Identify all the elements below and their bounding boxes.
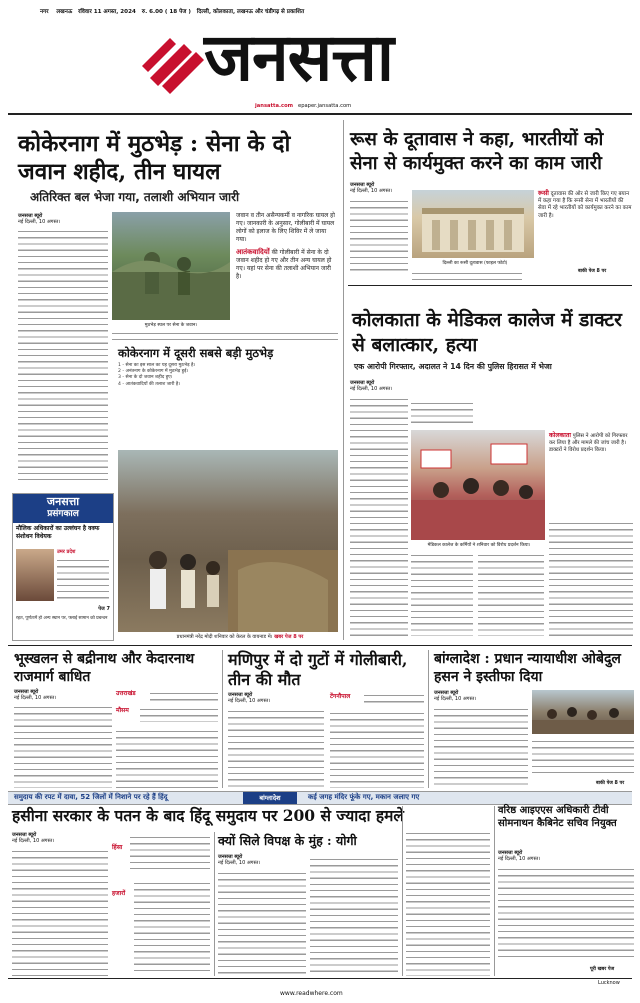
epaper-link[interactable]: epaper.jansatta.com bbox=[298, 103, 352, 109]
website-link[interactable]: jansatta.com bbox=[255, 103, 294, 109]
somanathan-byline bbox=[498, 850, 540, 862]
landslide-label-2-wrap bbox=[116, 706, 129, 714]
bangladesh-cj-bureau: जनसत्ता ब्यूरो bbox=[434, 690, 459, 696]
masthead-info-bar bbox=[40, 7, 600, 17]
footer-city: Lucknow bbox=[598, 980, 620, 986]
manipur-headline: मणिपुर में दो गुटों में गोलीबारी, तीन की मौत bbox=[228, 650, 408, 689]
lead-bureau: जनसत्ता ब्यूरो bbox=[18, 213, 43, 219]
lead-box-point: 3 - सेना के दो जवान शहीद हुए। bbox=[118, 375, 173, 381]
bangladesh-strip bbox=[8, 791, 632, 805]
kolkata-dateline: नई दिल्ली, 10 अगस्त। bbox=[350, 386, 393, 392]
manipur-bureau: जनसत्ता ब्यूरो bbox=[228, 692, 253, 698]
somanathan-dateline: नई दिल्ली, 10 अगस्त। bbox=[498, 856, 541, 862]
kolkata-bureau: जनसत्ता ब्यूरो bbox=[350, 380, 375, 386]
russia-headline: रूस के दूतावास ने कहा, भारतीयों को सेना से कार्यमुक्त करने का काम जारी bbox=[350, 129, 604, 174]
kolkata-headline: कोलकाता के मेडिकल कालेज में डाक्टर से बलात्कार, हत्या bbox=[352, 309, 622, 356]
lead-box-points bbox=[118, 363, 346, 388]
bangladesh-cj-body-1 bbox=[434, 706, 528, 788]
prasang-body bbox=[57, 557, 109, 601]
russia-photo-caption: दिल्ली का रूसी दूतावास (फाइल फोटो) bbox=[442, 261, 508, 266]
row3-col-div-1 bbox=[214, 832, 215, 976]
kolkata-body-5 bbox=[549, 520, 633, 636]
hasina-label-2: हजारों bbox=[112, 890, 126, 897]
masthead-links bbox=[255, 103, 351, 109]
lead-body-col-1 bbox=[18, 228, 108, 480]
kolkata-side bbox=[549, 432, 633, 454]
bangladesh-cj-body-2 bbox=[532, 738, 634, 778]
prasang-page-ref: पेज 7 bbox=[98, 606, 110, 612]
russia-side-label: रूसी bbox=[538, 189, 549, 197]
manipur-body-2 bbox=[364, 692, 424, 706]
lead-photo-caption: मुठभेड़ स्थल पर सेना के जवान। bbox=[144, 323, 198, 328]
bangladesh-cj-headline: बांग्लादेश : प्रधान न्यायाधीश ओबेदुल हसन ने इस्तीफा दिया bbox=[434, 651, 621, 685]
hasina-byline bbox=[12, 832, 54, 844]
crowd-photo-icon bbox=[532, 690, 634, 734]
city-label: लखनऊ bbox=[56, 9, 73, 15]
lead-photo bbox=[112, 212, 230, 320]
kolkata-side-text: पुलिस ने आरोपी को गिरफ्तार कर लिया है और मामले की जांच जारी है। डाक्टरों ने विरोध प्रदर्शन किया। bbox=[549, 433, 628, 453]
russia-body-2 bbox=[412, 270, 522, 280]
price-label: रु. 6.00 ( 18 पेज ) bbox=[141, 9, 191, 15]
prasang-brand: जनसत्ता bbox=[46, 495, 80, 508]
yogi-byline bbox=[218, 854, 260, 866]
brand-slash-icon bbox=[140, 26, 210, 96]
bangladesh-cj-byline bbox=[434, 690, 476, 702]
manipur-body-1 bbox=[228, 708, 324, 788]
russia-dateline: नई दिल्ली, 10 अगस्त। bbox=[350, 188, 393, 194]
kolkata-photo-caption: मेडिकल कालेज के कर्मियों ने शनिवार को विरोध प्रदर्शन किया। bbox=[427, 543, 531, 548]
yogi-bureau: जनसत्ता ब्यूरो bbox=[218, 854, 243, 860]
ramnath-caption-text: प्रधानमंत्री नरेंद्र मोदी शनिवार को केरल के वायनाड में। bbox=[176, 634, 273, 640]
date-label: रविवार 11 अगस्त, 2024 bbox=[78, 9, 136, 15]
protest-photo-icon bbox=[411, 430, 545, 540]
hasina-body-3 bbox=[134, 880, 210, 976]
landslide-body-4 bbox=[140, 706, 218, 722]
manipur-body-3 bbox=[330, 710, 424, 788]
lead-side-label: आतंकवादियों bbox=[236, 248, 270, 256]
hasina-bureau: जनसत्ता ब्यूरो bbox=[12, 832, 37, 838]
lead-side-text-1: जवान व तीन असैन्यकर्मी व नागरिक घायल हो गए। जानकारी के अनुसार, गोलीबारी में घायल लोगों को इलाज के लिए शिविर में ले जाया गया। bbox=[236, 212, 335, 243]
landslide-label-2: मौसम bbox=[116, 707, 129, 714]
soldier-photo-icon bbox=[112, 212, 230, 320]
hasina-body-1 bbox=[12, 848, 108, 976]
lead-headline: कोकेरनाग में मुठभेड़ : सेना के दो जवान शहीद, तीन घायल bbox=[18, 131, 291, 185]
prasang-title: प्रसंगकाल bbox=[47, 509, 79, 519]
yogi-body-1 bbox=[218, 870, 306, 976]
lead-byline bbox=[18, 213, 108, 225]
manipur-byline bbox=[228, 692, 270, 704]
footer-website[interactable]: www.readwhere.com bbox=[280, 990, 343, 997]
manipur-label-wrap bbox=[330, 692, 350, 700]
brand-logo bbox=[140, 19, 520, 98]
strip-tag: बांग्लादेश bbox=[243, 792, 297, 804]
somanathan-continue[interactable]: पूरी खबर पेज bbox=[590, 967, 615, 972]
hasina-body-2 bbox=[130, 834, 210, 874]
lead-dateline: नई दिल्ली, 10 अगस्त। bbox=[18, 219, 61, 225]
center-photo bbox=[118, 450, 338, 632]
embassy-photo-icon bbox=[412, 190, 534, 258]
hasina-headline: हसीना सरकार के पतन के बाद हिंदू समुदाय पर 200 से ज्यादा हमले bbox=[12, 806, 404, 825]
somanathan-bureau: जनसत्ता ब्यूरो bbox=[498, 850, 523, 856]
kolkata-side-label: कोलकाता bbox=[549, 432, 572, 439]
row2-col-div-2 bbox=[428, 650, 429, 788]
kolkata-body-3 bbox=[411, 552, 473, 636]
russia-body bbox=[350, 198, 408, 274]
footer-divider bbox=[8, 978, 632, 979]
row2-col-div-1 bbox=[222, 650, 223, 788]
brand-name: जनसत्ता bbox=[204, 19, 393, 96]
kolkata-photo bbox=[411, 430, 545, 540]
landslide-byline bbox=[14, 689, 56, 701]
russia-bureau: जनसत्ता ब्यूरो bbox=[350, 182, 375, 188]
lead-box-point: 1 - सेना का इस साल का यह दूसरा मुठभेड़ है। bbox=[118, 363, 196, 368]
ramnath-caption bbox=[140, 634, 340, 640]
bangladesh-cj-photo bbox=[532, 690, 634, 734]
bangladesh-cj-continue[interactable]: बाकी पेज 8 पर bbox=[596, 781, 625, 786]
hasina-body-4 bbox=[406, 830, 490, 976]
landslide-body-1 bbox=[14, 704, 112, 788]
yogi-headline: क्यों सिले विपक्ष के मुंह : योगी bbox=[218, 833, 357, 848]
strip-right-text: कई जगह मंदिर फूंके गए, मकान जलाए गए bbox=[308, 793, 420, 801]
ramnath-page-ref: खबर पेज 8 पर bbox=[274, 634, 304, 640]
kolkata-subhead: एक आरोपी गिरफ्तार, अदालत ने 14 दिन की पुलिस हिरासत में भेजा bbox=[354, 362, 552, 371]
russia-divider bbox=[348, 285, 632, 286]
russia-photo bbox=[412, 190, 534, 258]
lead-box-point: 4 - आतंकवादियों की तलाश जारी है। bbox=[118, 381, 181, 387]
prasang-box bbox=[12, 493, 114, 641]
russia-byline bbox=[350, 182, 392, 194]
prasang-header bbox=[13, 494, 113, 523]
landslide-dateline: नई दिल्ली, 10 अगस्त। bbox=[14, 695, 57, 701]
edition-label: नगर bbox=[40, 9, 49, 15]
lead-subhead: अतिरिक्त बल भेजा गया, तलाशी अभियान जारी bbox=[30, 190, 240, 204]
yogi-body-2 bbox=[310, 856, 398, 976]
hasina-label-2-wrap bbox=[112, 880, 125, 899]
russia-side bbox=[538, 190, 632, 220]
yogi-dateline: नई दिल्ली, 10 अगस्त। bbox=[218, 860, 261, 866]
landslide-headline: भूस्खलन से बद्रीनाथ और केदारनाथ राजमार्ग बाधित bbox=[14, 651, 195, 685]
prasang-author-photo bbox=[16, 549, 54, 601]
somanathan-body bbox=[498, 866, 634, 962]
hasina-label-1-wrap bbox=[112, 834, 122, 853]
manipur-label-1: टेंगनौपाल bbox=[330, 693, 351, 700]
masthead-divider bbox=[8, 113, 632, 115]
prasang-headline: मौलिक अधिकारों का उल्लंघन है वक्फ संशोधन विधेयक bbox=[16, 525, 100, 540]
landslide-bureau: जनसत्ता ब्यूरो bbox=[14, 689, 39, 695]
prasang-author-label: उमर प्रदेश bbox=[57, 549, 76, 555]
strip-left-text: समुदाय की रपट में दावा, 52 जिलों में निशाने पर रहे हैं हिंदू bbox=[14, 793, 168, 801]
manipur-dateline: नई दिल्ली, 10 अगस्त। bbox=[228, 698, 271, 704]
crowd-photo-icon bbox=[118, 450, 338, 632]
prasang-caption: रहत, पूर्णतःमें हो अन्य स्थान पर, फ्लाई सामान को प्रबन्धन bbox=[16, 616, 108, 621]
lead-body-col-2 bbox=[112, 330, 338, 340]
somanathan-headline: वरिष्ठ आइएएस अधिकारी टीवी सोमनाथन कैबिनेट सचिव नियुक्त bbox=[498, 805, 617, 829]
lead-side-text-2: की गोलीबारी में सेना के दो जवान शहीद हो गए और तीन अन्य घायल हो गए। यहां पर सेना की तलाशी अभियान जारी है। bbox=[236, 249, 332, 280]
russia-continue[interactable]: बाकी पेज 8 पर bbox=[578, 269, 607, 274]
kolkata-body-4 bbox=[478, 552, 544, 636]
bangladesh-cj-dateline: नई दिल्ली, 10 अगस्त। bbox=[434, 696, 477, 702]
editions-label: दिल्ली, कोलकाता, लखनऊ और चंडीगढ़ से प्रकाशित bbox=[196, 9, 305, 15]
hasina-dateline: नई दिल्ली, 10 अगस्त। bbox=[12, 838, 55, 844]
russia-side-text: दूतावास की ओर से जारी किए गए बयान में कहा गया है कि रूसी सेना में भारतीयों की सेवा में रहे भारतीयों को कार्यमुक्त करने का काम जारी है। bbox=[538, 191, 632, 219]
lead-side-text bbox=[236, 212, 336, 281]
row3-col-div-2 bbox=[402, 806, 403, 976]
row3-col-div-3 bbox=[494, 806, 495, 976]
col-divider bbox=[343, 120, 344, 640]
landslide-body-3 bbox=[150, 690, 218, 704]
row2-divider bbox=[8, 645, 632, 646]
lead-box-point: 2 - अनंतनाग के कोकेरनाग में मुठभेड़ हुई। bbox=[118, 369, 189, 375]
kolkata-body-2 bbox=[411, 400, 473, 426]
kolkata-byline bbox=[350, 380, 392, 392]
hasina-label-1: हिंसा bbox=[112, 844, 123, 851]
lead-box-headline: कोकेरनाग में दूसरी सबसे बड़ी मुठभेड़ bbox=[118, 346, 274, 360]
landslide-label-1: उत्तराखंड bbox=[116, 690, 136, 697]
kolkata-body-1 bbox=[350, 396, 408, 636]
landslide-body-5 bbox=[116, 728, 218, 788]
